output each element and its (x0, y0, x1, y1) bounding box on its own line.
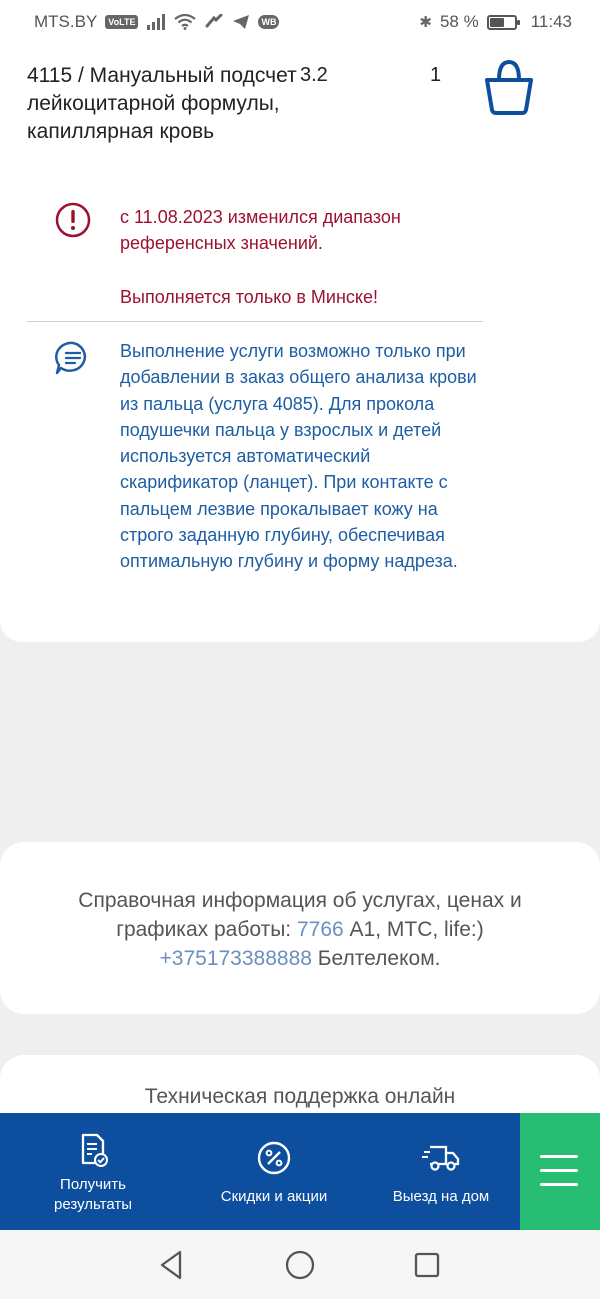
reference-info-card (0, 842, 600, 1014)
percent-icon (257, 1141, 291, 1175)
discounts-button[interactable] (186, 1113, 362, 1230)
bottom-nav (0, 1113, 600, 1230)
volte-badge: VoLTE (105, 15, 138, 29)
results-document-icon (77, 1133, 109, 1167)
service-code: 3.2 (300, 64, 328, 86)
service-quantity: 1 (430, 64, 442, 86)
info-text-part: А1, МТС, life:) (343, 918, 484, 941)
menu-button[interactable] (520, 1113, 600, 1230)
status-bar (0, 0, 600, 44)
basket-icon[interactable] (480, 58, 538, 116)
support-title[interactable]: Техническая поддержка онлайн (144, 1085, 456, 1108)
short-number-link[interactable]: 7766 (296, 918, 344, 941)
reference-change-text: с 11.08.2023 изменился диапазон референсных значений. (120, 207, 401, 253)
home-visit-button[interactable] (362, 1113, 520, 1230)
comment-icon (54, 340, 92, 376)
service-card (0, 44, 600, 642)
discounts-label: Скидки и акции (220, 1188, 328, 1205)
get-results-label: Получить результаты (54, 1176, 132, 1213)
wb-badge: WB (258, 15, 279, 29)
bluetooth-icon: ✱ (419, 14, 432, 31)
delivery-truck-icon (422, 1143, 460, 1173)
service-title[interactable]: 4115 / Мануальный подсчет лейкоцитарной формулы, капиллярная кровь (27, 64, 297, 143)
divider (27, 321, 483, 322)
recents-icon[interactable] (410, 1248, 444, 1282)
telegram-icon (232, 14, 250, 30)
wifi-icon (174, 14, 196, 30)
service-description: Выполнение услуги возможно только при добавлении в заказ общего анализа крови из пальца (услуга 4085). Для прокола подушечки пальца у взрослых и детей используется автоматический скарификатор (ланцет). При контакте с пальцем лезвие прокалывает кожу на строго заданную глубину, обеспечивая оптимальную глубину и форму надреза. (120, 341, 477, 572)
info-text-part: Справочная информация об услугах, ценах и графиках работы: (78, 889, 522, 941)
alert-icon (55, 202, 91, 238)
battery-icon (487, 15, 517, 30)
minsk-only-text: Выполняется только в Минске! (120, 287, 378, 307)
hamburger-icon (540, 1155, 578, 1187)
get-results-button[interactable] (0, 1113, 186, 1230)
phone-link[interactable]: +375173388888 (159, 947, 312, 970)
info-text-part: Белтелеком. (311, 947, 441, 970)
reference-info-text (40, 886, 560, 973)
signal-icon (146, 14, 166, 30)
carrier-name: MTS.BY (34, 12, 98, 31)
system-nav-bar (0, 1230, 600, 1299)
home-visit-label: Выезд на дом (392, 1188, 490, 1205)
clock: 11:43 (530, 12, 572, 31)
battery-percent: 58 % (439, 12, 479, 31)
back-icon[interactable] (155, 1248, 189, 1282)
home-icon[interactable] (283, 1248, 317, 1282)
viber-icon (204, 14, 224, 30)
